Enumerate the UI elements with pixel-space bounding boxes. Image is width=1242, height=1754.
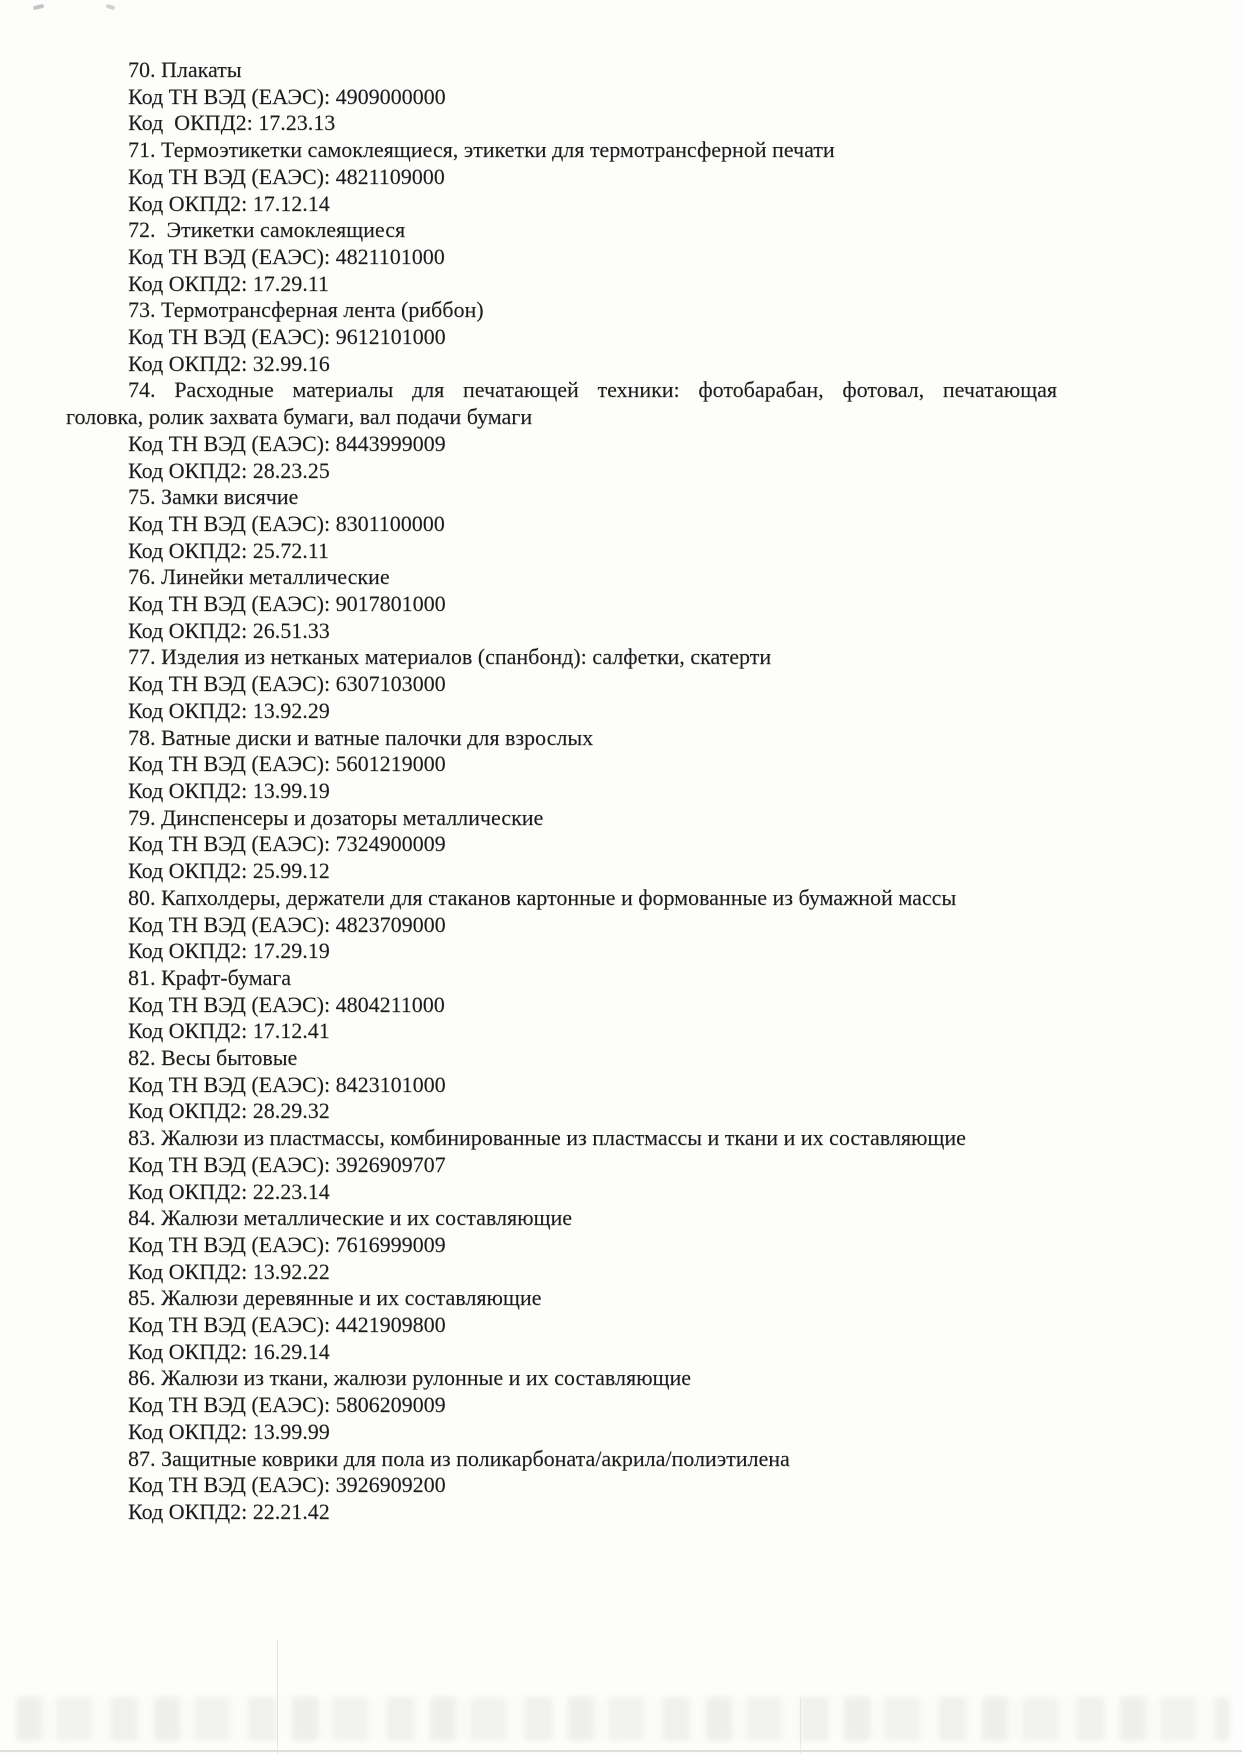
item-tnved-label: Код ТН ВЭД (ЕАЭС): [128,1312,336,1338]
item-okpd-line [66,110,1057,137]
item-okpd-label: Код ОКПД2: [128,190,253,216]
item-tnved-line [66,831,1057,858]
item-tnved-label: Код ТН ВЭД (ЕАЭС): [128,991,336,1017]
list-item [66,377,1057,484]
item-okpd-line [66,1259,1057,1286]
item-title: 73. Термотрансферная лента (риббон) [128,297,484,323]
item-tnved-code: 5601219000 [335,751,446,777]
item-okpd-line [66,1499,1057,1526]
item-title: 78. Ватные диски и ватные палочки для взрослых [128,724,594,750]
list-item [66,1365,1057,1445]
item-tnved-code: 4823709000 [335,911,446,937]
item-tnved-code: 3926909200 [335,1472,446,1498]
item-tnved-line [66,1072,1057,1099]
item-okpd-line [66,1179,1057,1206]
list-item [66,885,1057,965]
item-okpd-label: Код ОКПД2: [128,1418,253,1444]
item-okpd-line [66,938,1057,965]
list-item [66,1125,1057,1205]
page-bottom-edge [0,1750,1242,1752]
item-okpd-label: Код ОКПД2: [128,938,253,964]
item-tnved-label: Код ТН ВЭД (ЕАЭС): [128,243,336,269]
item-okpd-label: Код ОКПД2: [128,1338,253,1364]
item-tnved-code: 8423101000 [335,1071,446,1097]
bleed-through-text [16,1697,1230,1741]
item-tnved-line [66,1392,1057,1419]
item-okpd-code: 17.29.11 [252,270,329,296]
item-tnved-label: Код ТН ВЭД (ЕАЭС): [128,1151,336,1177]
item-title: 79. Динспенсеры и дозаторы металлические [128,804,544,830]
item-okpd-label: Код ОКПД2: [128,110,259,136]
item-okpd-label: Код ОКПД2: [128,697,253,723]
item-okpd-line [66,538,1057,565]
item-tnved-label: Код ТН ВЭД (ЕАЭС): [128,671,336,697]
item-title: 87. Защитные коврики для пола из поликарбоната/акрила/полиэтилена [128,1445,790,1471]
item-title: 72. Этикетки самоклеящиеся [128,217,406,243]
item-okpd-code: 28.29.32 [252,1098,330,1124]
item-okpd-line [66,458,1057,485]
item-tnved-line [66,324,1057,351]
item-tnved-code: 9612101000 [335,324,446,350]
item-title: 76. Линейки металлические [128,564,390,590]
item-okpd-line [66,1018,1057,1045]
item-tnved-line [66,1152,1057,1179]
item-title: 71. Термоэтикетки самоклеящиеся, этикетки для термотрансферной печати [128,137,835,163]
list-item [66,484,1057,564]
item-tnved-code: 3926909707 [335,1151,446,1177]
item-okpd-code: 17.12.41 [252,1018,330,1044]
list-item [66,57,1057,137]
item-okpd-code: 22.21.42 [252,1498,330,1524]
item-tnved-label: Код ТН ВЭД (ЕАЭС): [128,1231,336,1257]
item-title: 70. Плакаты [128,57,242,82]
item-tnved-line [66,671,1057,698]
item-okpd-code: 25.99.12 [252,858,330,884]
item-tnved-label: Код ТН ВЭД (ЕАЭС): [128,510,336,536]
item-okpd-label: Код ОКПД2: [128,777,253,803]
list-item [66,965,1057,1045]
item-okpd-line [66,858,1057,885]
item-title: 80. Капхолдеры, держатели для стаканов картонные и формованные из бумажной массы [128,884,957,910]
item-tnved-line [66,511,1057,538]
item-okpd-label: Код ОКПД2: [128,457,253,483]
list-item [66,805,1057,885]
item-okpd-label: Код ОКПД2: [128,350,253,376]
item-tnved-code: 8443999009 [335,430,446,456]
item-tnved-line [66,164,1057,191]
list-item [66,1045,1057,1125]
item-okpd-line [66,778,1057,805]
item-okpd-label: Код ОКПД2: [128,1018,253,1044]
item-title: 81. Крафт-бумага [128,964,292,990]
item-okpd-line [66,1098,1057,1125]
item-tnved-line [66,244,1057,271]
item-okpd-label: Код ОКПД2: [128,270,253,296]
item-tnved-line [66,591,1057,618]
item-tnved-label: Код ТН ВЭД (ЕАЭС): [128,831,336,857]
item-tnved-label: Код ТН ВЭД (ЕАЭС): [128,751,336,777]
items-list [66,57,1057,1526]
item-okpd-code: 17.12.14 [252,190,330,216]
item-tnved-line [66,84,1057,111]
item-tnved-label: Код ТН ВЭД (ЕАЭС): [128,1472,336,1498]
item-tnved-code: 6307103000 [335,671,446,697]
item-title: 84. Жалюзи металлические и их составляющие [128,1205,573,1231]
scan-artifact-mark [106,4,116,10]
list-item [66,1205,1057,1285]
item-tnved-line [66,1472,1057,1499]
item-tnved-label: Код ТН ВЭД (ЕАЭС): [128,83,336,109]
item-tnved-code: 4804211000 [335,991,445,1017]
item-title: 86. Жалюзи из ткани, жалюзи рулонные и их составляющие [128,1365,691,1391]
item-okpd-code: 22.23.14 [252,1178,330,1204]
item-tnved-code: 4421909800 [335,1312,446,1338]
item-okpd-code: 28.23.25 [252,457,330,483]
item-okpd-line [66,1339,1057,1366]
item-tnved-line [66,912,1057,939]
item-tnved-label: Код ТН ВЭД (ЕАЭС): [128,163,336,189]
item-okpd-label: Код ОКПД2: [128,1178,253,1204]
item-tnved-label: Код ТН ВЭД (ЕАЭС): [128,430,336,456]
item-tnved-line [66,751,1057,778]
item-tnved-code: 9017801000 [335,591,446,617]
list-item [66,644,1057,724]
item-tnved-code: 7324900009 [335,831,446,857]
item-tnved-line [66,431,1057,458]
item-title: 77. Изделия из нетканых материалов (спанбонд): салфетки, скатерти [128,644,772,670]
list-item [66,297,1057,377]
item-title: 82. Весы бытовые [128,1045,298,1071]
list-item [66,217,1057,297]
item-title-continued: головка, ролик захвата бумаги, вал подачи бумаги [66,404,533,430]
item-okpd-code: 16.29.14 [252,1338,330,1364]
item-tnved-label: Код ТН ВЭД (ЕАЭС): [128,1392,336,1418]
item-tnved-code: 4821109000 [335,163,445,189]
scan-artifact-mark [33,4,45,11]
item-okpd-line [66,1419,1057,1446]
item-okpd-code: 17.23.13 [258,110,336,136]
item-tnved-line [66,1312,1057,1339]
item-okpd-line [66,191,1057,218]
item-okpd-code: 32.99.16 [252,350,330,376]
item-okpd-code: 13.99.99 [252,1418,330,1444]
item-tnved-code: 4909000000 [335,83,446,109]
item-okpd-line [66,618,1057,645]
item-okpd-label: Код ОКПД2: [128,1098,253,1124]
item-okpd-code: 17.29.19 [252,938,330,964]
item-title: 74. Расходные материалы для печатающей техники: фотобарабан, фотовал, печатающая [128,377,1057,403]
item-okpd-label: Код ОКПД2: [128,1258,253,1284]
list-item [66,137,1057,217]
item-okpd-code: 13.92.29 [252,697,330,723]
item-okpd-line [66,271,1057,298]
list-item [66,1285,1057,1365]
item-okpd-code: 26.51.33 [252,617,330,643]
item-title: 85. Жалюзи деревянные и их составляющие [128,1285,542,1311]
item-okpd-code: 13.99.19 [252,777,330,803]
item-okpd-code: 25.72.11 [252,537,329,563]
item-title: 75. Замки висячие [128,484,299,510]
list-item [66,725,1057,805]
item-title: 83. Жалюзи из пластмассы, комбинированные из пластмассы и ткани и их составляющие [128,1125,966,1151]
item-tnved-line [66,1232,1057,1259]
item-okpd-line [66,351,1057,378]
item-tnved-code: 4821101000 [335,243,445,269]
item-tnved-label: Код ТН ВЭД (ЕАЭС): [128,591,336,617]
item-tnved-label: Код ТН ВЭД (ЕАЭС): [128,911,336,937]
item-okpd-label: Код ОКПД2: [128,617,253,643]
item-okpd-code: 13.92.22 [252,1258,330,1284]
item-tnved-label: Код ТН ВЭД (ЕАЭС): [128,1071,336,1097]
item-tnved-line [66,992,1057,1019]
list-item [66,564,1057,644]
item-tnved-code: 7616999009 [335,1231,446,1257]
item-okpd-label: Код ОКПД2: [128,858,253,884]
item-tnved-code: 5806209009 [335,1392,446,1418]
item-okpd-line [66,698,1057,725]
item-okpd-label: Код ОКПД2: [128,1498,253,1524]
item-okpd-label: Код ОКПД2: [128,537,253,563]
list-item [66,1446,1057,1526]
item-tnved-code: 8301100000 [335,510,445,536]
item-tnved-label: Код ТН ВЭД (ЕАЭС): [128,324,336,350]
